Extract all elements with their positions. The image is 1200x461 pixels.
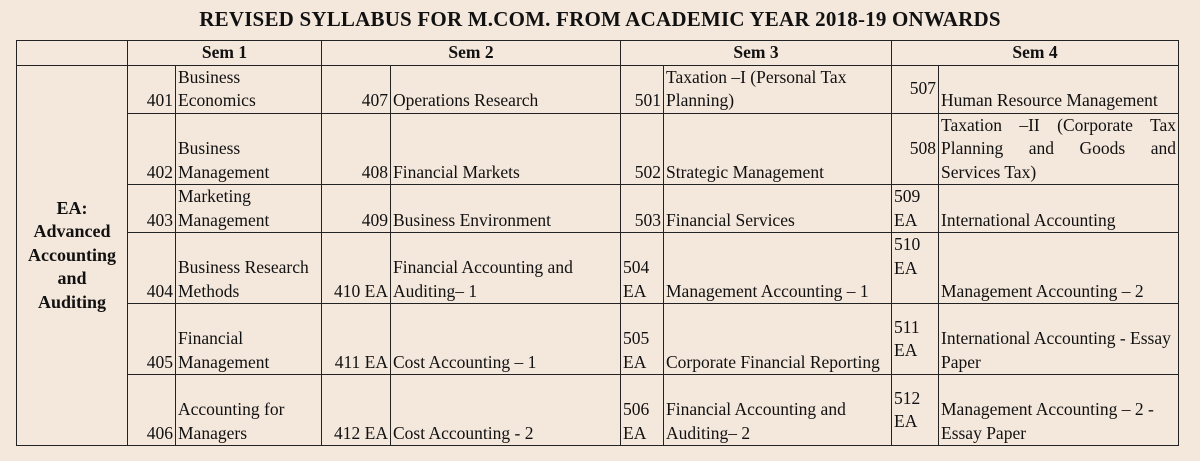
course-code: 507 (892, 65, 939, 113)
course-name: Business Economics (176, 65, 322, 113)
course-name: Taxation –I (Personal Tax Planning) (664, 65, 892, 113)
course-name: Human Resource Management (939, 65, 1179, 113)
paper-title-line: Auditing (37, 291, 107, 312)
table-row (17, 113, 1179, 185)
paper-title-line: Advanced (33, 221, 111, 241)
course-code: 510 EA (892, 233, 939, 304)
course-name: Business Management (176, 113, 322, 185)
corner-cell (17, 41, 128, 66)
course-name: International Accounting (939, 185, 1179, 233)
course-name: Accounting for Managers (176, 375, 322, 446)
course-name: Corporate Financial Reporting (664, 304, 892, 375)
course-name: Financial Management (176, 304, 322, 375)
paper-title-line: and (57, 268, 87, 288)
table-row (17, 185, 1179, 233)
semester-header: Sem 1 (128, 41, 322, 66)
paper-title-cell (17, 65, 128, 446)
course-code: 402 (128, 113, 176, 185)
course-name: Financial Accounting and Auditing– 1 (391, 233, 621, 304)
course-code: 502 (621, 113, 664, 185)
course-name: Strategic Management (664, 113, 892, 185)
course-name: Management Accounting – 2 - Essay Paper (939, 375, 1179, 446)
course-name: Business Research Methods (176, 233, 322, 304)
course-name: Financial Services (664, 185, 892, 233)
course-name: Financial Markets (391, 113, 621, 185)
course-code: 412 EA (322, 375, 391, 446)
course-code: 401 (128, 65, 176, 113)
course-name: Marketing Management (176, 185, 322, 233)
course-name: Cost Accounting – 1 (391, 304, 621, 375)
course-code: 408 (322, 113, 391, 185)
course-code: 407 (322, 65, 391, 113)
course-name: Cost Accounting - 2 (391, 375, 621, 446)
course-code: 509 EA (892, 185, 939, 233)
course-code: 512 EA (892, 375, 939, 446)
course-code: 505 EA (621, 304, 664, 375)
course-code: 403 (128, 185, 176, 233)
course-name: Taxation –II (Corporate Tax Planning and Goods and Services Tax) (939, 113, 1179, 185)
course-name: Business Environment (391, 185, 621, 233)
table-row (17, 233, 1179, 304)
course-code: 506 EA (621, 375, 664, 446)
table-row (17, 65, 1179, 113)
course-name: Management Accounting – 1 (664, 233, 892, 304)
course-code: 504 EA (621, 233, 664, 304)
course-code: 503 (621, 185, 664, 233)
paper-title-line: EA: (56, 197, 88, 218)
course-name: International Accounting - Essay Paper (939, 304, 1179, 375)
course-code: 511 EA (892, 304, 939, 375)
course-code: 404 (128, 233, 176, 304)
course-code: 405 (128, 304, 176, 375)
course-code: 410 EA (322, 233, 391, 304)
semester-header: Sem 2 (322, 41, 621, 66)
course-name: Financial Accounting and Auditing– 2 (664, 375, 892, 446)
table-row (17, 304, 1179, 375)
semester-header: Sem 3 (621, 41, 892, 66)
page-title: REVISED SYLLABUS FOR M.COM. FROM ACADEMIC YEAR 2018-19 ONWARDS (199, 7, 1001, 31)
course-code: 406 (128, 375, 176, 446)
paper-title-line: Accounting (27, 244, 116, 265)
course-name: Operations Research (391, 65, 621, 113)
course-code: 508 (892, 113, 939, 185)
header-row (17, 41, 1179, 66)
course-name: Management Accounting – 2 (939, 233, 1179, 304)
course-code: 409 (322, 185, 391, 233)
course-code: 501 (621, 65, 664, 113)
table-row (17, 375, 1179, 446)
syllabus-table (16, 40, 1179, 446)
course-code: 411 EA (322, 304, 391, 375)
semester-header: Sem 4 (892, 41, 1179, 66)
